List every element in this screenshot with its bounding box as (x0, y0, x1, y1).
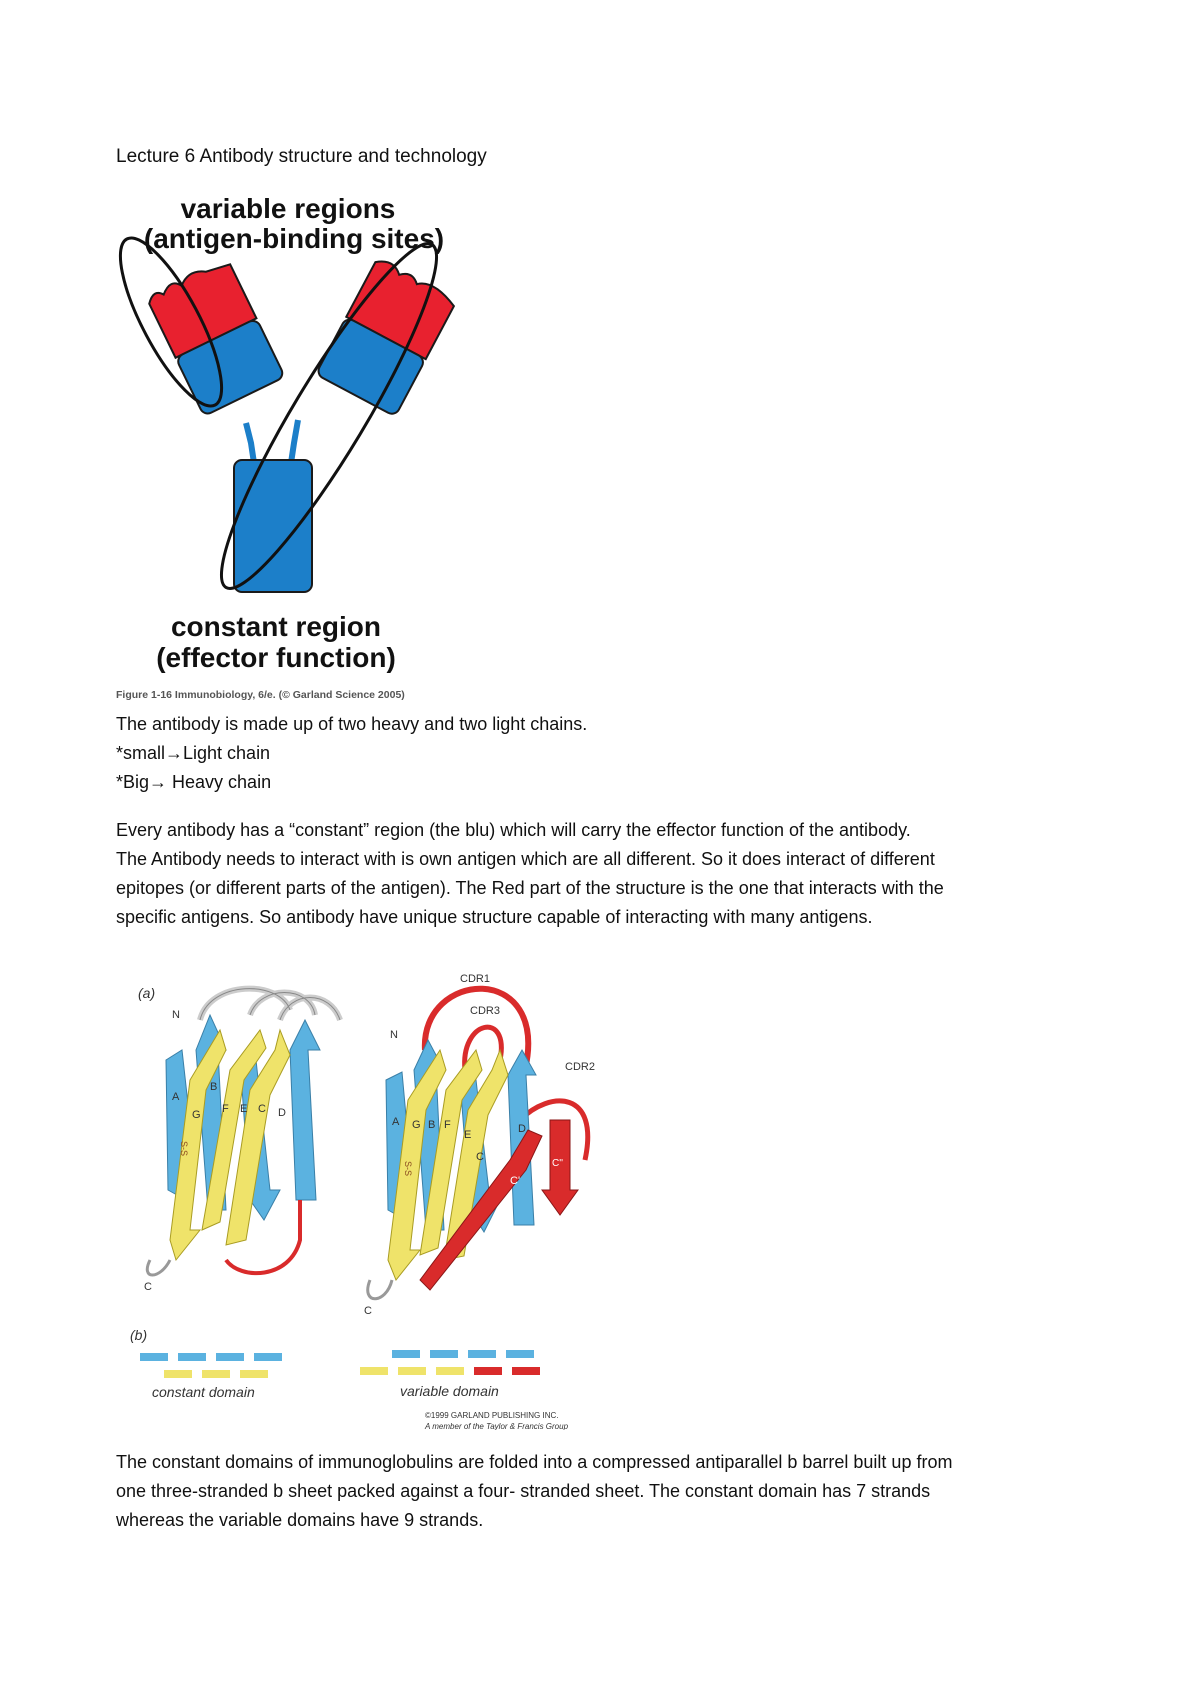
paragraph1-line3: *Big→ Heavy chain (116, 772, 272, 792)
left-bottom-grey-loop (147, 1260, 170, 1275)
vkey-red-2 (512, 1367, 540, 1375)
left-strand-label-d: D (278, 1107, 286, 1119)
vkey-blue-1 (392, 1350, 420, 1358)
right-strand-label-b: B (428, 1119, 436, 1131)
left-strand-label-b: B (210, 1081, 218, 1093)
left-disulfide-label: S-S (179, 1141, 189, 1157)
paragraph1-line2: *small→Light chain (116, 743, 271, 763)
copyright-line-2: A member of the Taylor & Francis Group (425, 1422, 569, 1430)
paragraph2-line3: epitopes (or different parts of the antigen). The Red part of the structure is the one that interacts with the (116, 878, 944, 898)
right-bottom-grey-loop (368, 1280, 392, 1299)
cdr2-label: CDR2 (565, 1061, 595, 1073)
key-blue-3 (216, 1353, 244, 1361)
figure1-caption: Figure 1-16 Immunobiology, 6/e. (© Garland Science 2005) (116, 689, 405, 701)
left-strand-label-a: A (172, 1091, 180, 1103)
paragraph1-line1: The antibody is made up of two heavy and two light chains. (116, 714, 588, 734)
paragraph2-line1: Every antibody has a “constant” region (the blu) which will carry the effector function of the antibody. (116, 820, 911, 840)
variable-domain-label: variable domain (400, 1383, 499, 1399)
right-strand-label-c: C (476, 1151, 484, 1163)
constant-domain-label: constant domain (152, 1384, 255, 1400)
paragraph-domain-folds (116, 1448, 1096, 1535)
left-strand-label-g: G (192, 1109, 201, 1121)
right-disulfide-label: S-S (403, 1161, 413, 1177)
key-yellow-1 (164, 1370, 192, 1378)
right-strand-label-g: G (412, 1119, 421, 1131)
right-c-terminus: C (364, 1305, 372, 1317)
variable-domain-fold (364, 973, 595, 1317)
key-blue-1 (140, 1353, 168, 1361)
vkey-yellow-2 (398, 1367, 426, 1375)
right-strand-label-e: E (464, 1129, 472, 1141)
right-strand-label-a: A (392, 1116, 400, 1128)
key-yellow-2 (202, 1370, 230, 1378)
left-c-terminus: C (144, 1281, 152, 1293)
antibody-figure (116, 188, 556, 708)
vkey-blue-2 (430, 1350, 458, 1358)
ig-domain-figure (130, 960, 650, 1430)
left-strand-label-e: E (240, 1103, 248, 1115)
constant-region-stem (234, 460, 312, 592)
paragraph3-line2: one three-stranded b sheet packed against a four- stranded sheet. The constant domain has 7 strands (116, 1481, 931, 1501)
panel-a-label: (a) (138, 985, 156, 1001)
right-hinge (291, 420, 298, 463)
variable-domain-strand-key (360, 1350, 540, 1375)
vkey-yellow-3 (436, 1367, 464, 1375)
left-n-terminus: N (172, 1009, 180, 1021)
paragraph-chains (116, 710, 1096, 797)
vkey-blue-3 (468, 1350, 496, 1358)
constant-domain-fold (144, 989, 340, 1293)
left-strand-label-f: F (222, 1103, 229, 1115)
right-strand-label-c-prime: C' (510, 1175, 521, 1187)
vkey-blue-4 (506, 1350, 534, 1358)
paragraph3-line1: The constant domains of immunoglobulins are folded into a compressed antiparallel b barrel built up from (116, 1452, 953, 1472)
left-top-loops (200, 989, 340, 1020)
right-n-terminus: N (390, 1029, 398, 1041)
left-strand-d (290, 1020, 320, 1200)
effector-function-label: (effector function) (156, 642, 396, 673)
constant-domain-strand-key (140, 1353, 282, 1378)
left-fab-arm (146, 257, 285, 416)
paragraph-constant-region (116, 816, 1096, 932)
key-yellow-3 (240, 1370, 268, 1378)
right-strand-label-c-double-prime: C'' (552, 1158, 564, 1169)
paragraph2-line4: specific antigens. So antibody have unique structure capable of interacting with many antigens. (116, 907, 873, 927)
left-hinge (246, 423, 254, 463)
vkey-yellow-1 (360, 1367, 388, 1375)
antigen-binding-sites-label: (antigen-binding sites) (143, 223, 445, 254)
cdr3-label: CDR3 (470, 1005, 500, 1017)
left-strand-label-c: C (258, 1103, 266, 1115)
key-blue-4 (254, 1353, 282, 1361)
variable-regions-label: variable regions (180, 193, 396, 224)
constant-region-label: constant region (170, 611, 382, 642)
right-strand-label-f: F (444, 1119, 451, 1131)
document-title: Lecture 6 Antibody structure and technology (116, 146, 487, 167)
cdr1-label: CDR1 (460, 973, 490, 985)
key-blue-2 (178, 1353, 206, 1361)
vkey-red-1 (474, 1367, 502, 1375)
paragraph3-line3: whereas the variable domains have 9 strands. (116, 1510, 484, 1530)
paragraph2-line2: The Antibody needs to interact with is own antigen which are all different. So it does interact of different (116, 849, 935, 869)
copyright-line-1: ©1999 GARLAND PUBLISHING INC. (425, 1411, 559, 1420)
right-strand-label-d: D (518, 1123, 526, 1135)
panel-b-label: (b) (130, 1327, 148, 1343)
